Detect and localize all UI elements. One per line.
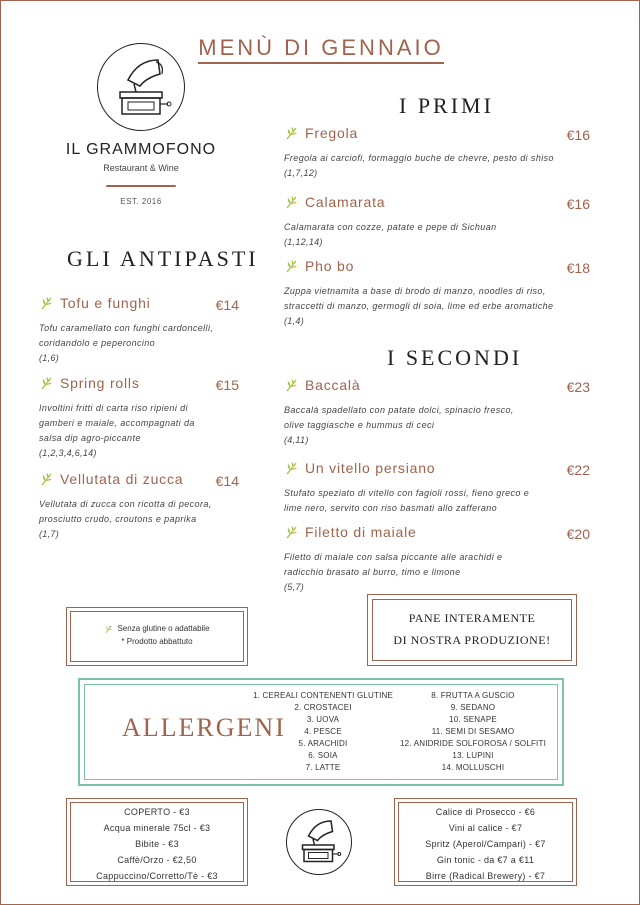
- logo-divider: [106, 185, 176, 187]
- menu-item: [284, 377, 590, 448]
- wheat-icon: [284, 525, 300, 539]
- item-description: Filetto di maiale con salsa piccante alle arachidi e radicchio brasato al burro, timo e limone: [284, 552, 503, 577]
- item-description: Vellutata di zucca con ricotta di pecora, prosciutto crudo, croutons e paprika: [39, 499, 212, 524]
- menu-item: [39, 471, 239, 542]
- menu-item: [284, 194, 590, 250]
- extras-left-box: [66, 798, 248, 886]
- item-price: €20: [566, 526, 590, 542]
- item-description: Baccalà spadellato con patate dolci, spinacio fresco, olive taggiasche e hummus di ceci: [284, 405, 514, 430]
- wheat-icon: [104, 624, 114, 634]
- item-allergens: (1,7): [39, 529, 60, 539]
- allergens-list-left: 1. CEREALI CONTENENTI GLUTINE 2. CROSTACEI 3. UOVA 4. PESCE 5. ARACHIDI 6. SOIA 7. LATTE: [252, 691, 394, 772]
- item-name: Calamarata: [284, 194, 385, 210]
- item-name: Baccalà: [284, 377, 360, 393]
- extras-left-list: COPERTO - €3 Acqua minerale 75cl - €3 Bibite - €3 Caffè/Orzo - €2,50 Cappuccino/Corretto/Tè - €3: [96, 807, 218, 881]
- item-price: €14: [215, 297, 239, 313]
- item-description: Stufato speziato di vitello con fagioli rossi, fieno greco e lime nero, servito con riso basmati allo zafferano: [284, 488, 530, 513]
- allergens-list-right: 8. FRUTTA A GUSCIO 9. SEDANO 10. SENAPE 11. SEMI DI SESAMO 12. ANIDRIDE SOLFOROSA / SOLFITI 13. LUPINI 14. MOLLUSCHI: [400, 691, 546, 772]
- item-name: Pho bo: [284, 258, 354, 274]
- bread-note-box: [367, 594, 577, 666]
- item-name: Un vitello persiano: [284, 460, 435, 476]
- restaurant-subtitle: Restaurant & Wine: [103, 163, 179, 173]
- extras-right-box: [394, 798, 577, 886]
- section-title-secondi: I SECONDI: [387, 345, 523, 370]
- item-allergens: (1,12,14): [284, 237, 323, 247]
- menu-item: [284, 258, 590, 329]
- wheat-icon: [39, 376, 55, 390]
- gramophone-icon: [286, 809, 352, 875]
- wheat-icon: [284, 461, 300, 475]
- item-allergens: (1,7,12): [284, 168, 318, 178]
- item-name: Vellutata di zucca: [39, 471, 183, 487]
- item-price: €18: [566, 260, 590, 276]
- menu-item: [39, 375, 239, 461]
- item-allergens: (4,11): [284, 435, 309, 445]
- bread-note: PANE INTERAMENTE DI NOSTRA PRODUZIONE!: [393, 611, 551, 647]
- bottom-logo: [286, 809, 352, 875]
- item-price: €23: [566, 379, 590, 395]
- wheat-icon: [284, 126, 300, 140]
- section-title-antipasti: GLI ANTIPASTI: [67, 246, 259, 271]
- item-description: Fregola ai carciofi, formaggio buche de chevre, pesto di shiso: [284, 153, 554, 163]
- legend-content: Senza glutine o adattabile * Prodotto abbattuto: [67, 622, 247, 648]
- item-price: €22: [566, 462, 590, 478]
- menu-item: [284, 524, 590, 595]
- menu-item: [284, 125, 590, 181]
- wheat-icon: [284, 195, 300, 209]
- allergens-title: ALLERGENI: [122, 713, 286, 742]
- wheat-icon: [284, 259, 300, 273]
- item-name: Tofu e funghi: [39, 295, 151, 311]
- item-price: €16: [566, 196, 590, 212]
- item-allergens: (1,2,3,4,6,14): [39, 448, 97, 458]
- logo-block: [61, 43, 221, 206]
- established-year: EST. 2016: [120, 197, 162, 206]
- item-name: Fregola: [284, 125, 358, 141]
- item-description: Calamarata con cozze, patate e pepe di Sichuan: [284, 222, 497, 232]
- menu-item: [284, 460, 590, 516]
- extras-right-list: Calice di Prosecco - €6 Vini al calice - €7 Spritz (Aperol/Campari) - €7 Gin tonic - da €7 a €11 Birre (Radical Brewery) - €7: [425, 807, 546, 881]
- item-allergens: (5,7): [284, 582, 305, 592]
- item-price: €16: [566, 127, 590, 143]
- item-name: Filetto di maiale: [284, 524, 417, 540]
- item-name: Spring rolls: [39, 375, 140, 391]
- item-allergens: (1,4): [284, 316, 305, 326]
- restaurant-name: IL GRAMMOFONO: [65, 141, 217, 158]
- item-allergens: (1,6): [39, 353, 60, 363]
- item-description: Zuppa vietnamita a base di brodo di manzo, noodles di riso, straccetti di manzo, germogli di soia, lime ed erbe aromatiche: [284, 286, 554, 311]
- allergens-box: [78, 678, 564, 786]
- item-description: Tofu caramellato con funghi cardoncelli, coridandolo e peperoncino: [39, 323, 214, 348]
- section-title-primi: I PRIMI: [399, 93, 494, 118]
- page-title: MENÙ DI GENNAIO: [1, 35, 640, 61]
- item-description: Involtini fritti di carta riso ripieni di gamberi e maiale, accompagnati da salsa dip agro-piccante: [39, 403, 195, 443]
- gramophone-icon: [98, 44, 186, 132]
- item-price: €15: [215, 377, 239, 393]
- wheat-icon: [39, 296, 55, 310]
- item-price: €14: [215, 473, 239, 489]
- logo-circle: [97, 43, 185, 131]
- legend-box: [66, 607, 248, 666]
- menu-item: [39, 295, 239, 366]
- wheat-icon: [39, 472, 55, 486]
- wheat-icon: [284, 378, 300, 392]
